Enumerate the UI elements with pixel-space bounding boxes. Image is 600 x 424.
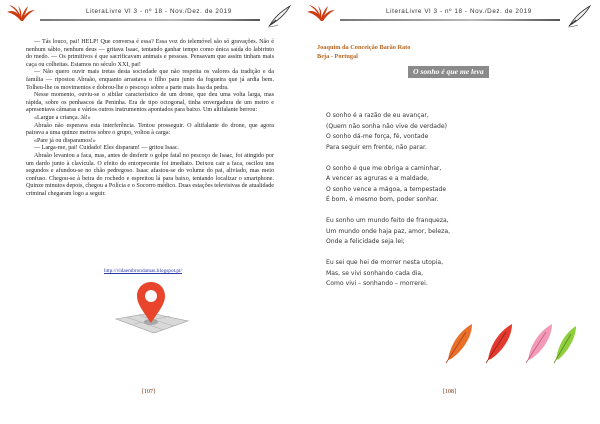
author-location: Beja - Portugal xyxy=(317,53,358,60)
poem-line: O sonho dá-me força, fé, vontade xyxy=(326,133,429,141)
bird-logo-icon xyxy=(306,4,336,26)
quill-pen-icon xyxy=(266,4,292,28)
poem-line: A vencer as agruras e a maldade, xyxy=(326,175,429,183)
blog-link[interactable]: http://vidaembrondamas.blogspot.pt/ xyxy=(104,268,182,274)
poem-line: Um mundo onde haja paz, amor, beleza, xyxy=(326,227,451,235)
poem-line: (Quem não sonha não vive de verdade) xyxy=(326,122,447,130)
right-page xyxy=(300,0,600,424)
poem-line: Eu sonho um mundo feito de franqueza, xyxy=(326,217,449,225)
paragraph: — Tás louco, pai! HELP! Que conversa é essa? Essa voz do telemóvel são só gravações. Não é nenhum sábio, nenhum deus — gritava Isaac, tentando ganhar tempo como única saída do labirinto do medo. — Os primitivos é que sacrificavam animais e pessoas. Pensavam que assim tinham mais caça ou colheitas. Estamos no século XXI, pai! xyxy=(26,39,274,68)
poem-title: O sonho é que me leva xyxy=(408,66,489,78)
poem-line: Como vivi – sonhando – morrerei. xyxy=(326,280,428,288)
page-number: [107] xyxy=(142,389,155,395)
poem-line: Onde a felicidade seja lei; xyxy=(326,238,405,246)
story-text xyxy=(26,39,274,198)
page-header xyxy=(4,4,296,26)
feather-icon xyxy=(526,324,552,363)
header-rule xyxy=(40,19,260,21)
poem-line: Para seguir em frente, não parar. xyxy=(326,143,427,151)
page-header xyxy=(304,4,596,26)
page-number: [108] xyxy=(443,389,456,395)
header-title: LiteraLivre Vl 3 - nº 18 - Nov./Dez. de 2019 xyxy=(86,8,232,15)
paragraph: «Pare já ou disparamos!» xyxy=(34,137,96,144)
bird-logo-icon xyxy=(6,4,36,26)
poem xyxy=(326,111,450,300)
author-name: Joaquim da Conceição Barão Rato xyxy=(317,44,411,51)
poem-line: Eu sei que hei de morrer nesta utopia, xyxy=(326,259,444,267)
poem-line: Mas, se vivi sonhando cada dia, xyxy=(326,269,424,277)
poem-line: O sonho vence a mágoa, a tempestade xyxy=(326,185,447,193)
author-block xyxy=(317,43,410,61)
stanza xyxy=(326,216,450,248)
feather-icon xyxy=(486,324,512,363)
location-pin-icon xyxy=(108,277,192,343)
header-rule xyxy=(340,19,560,21)
stanza xyxy=(326,258,450,290)
paragraph: Abraão não esperava esta interferência. Tentou prosseguir. O altifalante do drone, que agora pairava a uma quinze metros sobre o grupo, voltou à carga: xyxy=(26,122,274,137)
poem-line: É bom, é mesmo bom, poder sonhar. xyxy=(326,196,439,204)
stanza xyxy=(326,111,450,153)
stanza xyxy=(326,164,450,206)
paragraph: «Largue a criança. Já!» xyxy=(34,114,91,121)
paragraph: — Não quero ouvir mais tretas desta sociedade que não respeita os valores da tradição e da família — ripostou Abraão, enquanto arrastava o filho para junto da fogueira que já ardia bem. Tolheu-lhe os movimentos e dobrou-lhe o pescoço sobre a parte mais lisa da pedra. xyxy=(26,69,274,91)
feathers-illustration xyxy=(442,320,578,364)
feather-icon xyxy=(446,324,472,363)
paragraph: Abraão levantou a faca, mas, antes de desferir o golpe fatal no pescoço de Isaac, foi atingido por um dardo junto à clavícula. O efeito do entorpecente foi imediato. Deixou cair a faca, oscilou uns segundos e afundou-se no chão pedregoso. Isaac afastou-se do volume do pai, aliviado, mas meio confuso. Chegou-se à beira do rochedo e espreitou lá para baixo, tentando localizar o smartphone. Quinze minutos depois, chegou a Polícia e o Socorro médico. Duas estações televisivas de atualidade criminal chegaram logo a seguir. xyxy=(26,152,274,197)
poem-line: O sonho é a razão de eu avançar, xyxy=(326,112,429,119)
paragraph: — Larga-me, pai! Cuidado! Eles disparam! — gritou Isaac. xyxy=(34,145,180,152)
quill-pen-icon xyxy=(566,4,592,28)
poem-line: O sonho é que me obriga a caminhar, xyxy=(326,164,442,172)
feather-icon xyxy=(554,326,576,363)
paragraph: Nesse momento, ouviu-se o sibilar característico de um drone, que deu uma volta larga, mas rápida, sobre os penhascos da Peninha. Era de tipo octogonal, tinha envergadura de um metro e apresentava câmaras e vários outros instrumentos apontados para baixo. Um altifalante berrou: xyxy=(26,92,274,114)
header-title: LiteraLivre Vl 3 - nº 18 - Nov./Dez. de 2019 xyxy=(386,8,532,15)
